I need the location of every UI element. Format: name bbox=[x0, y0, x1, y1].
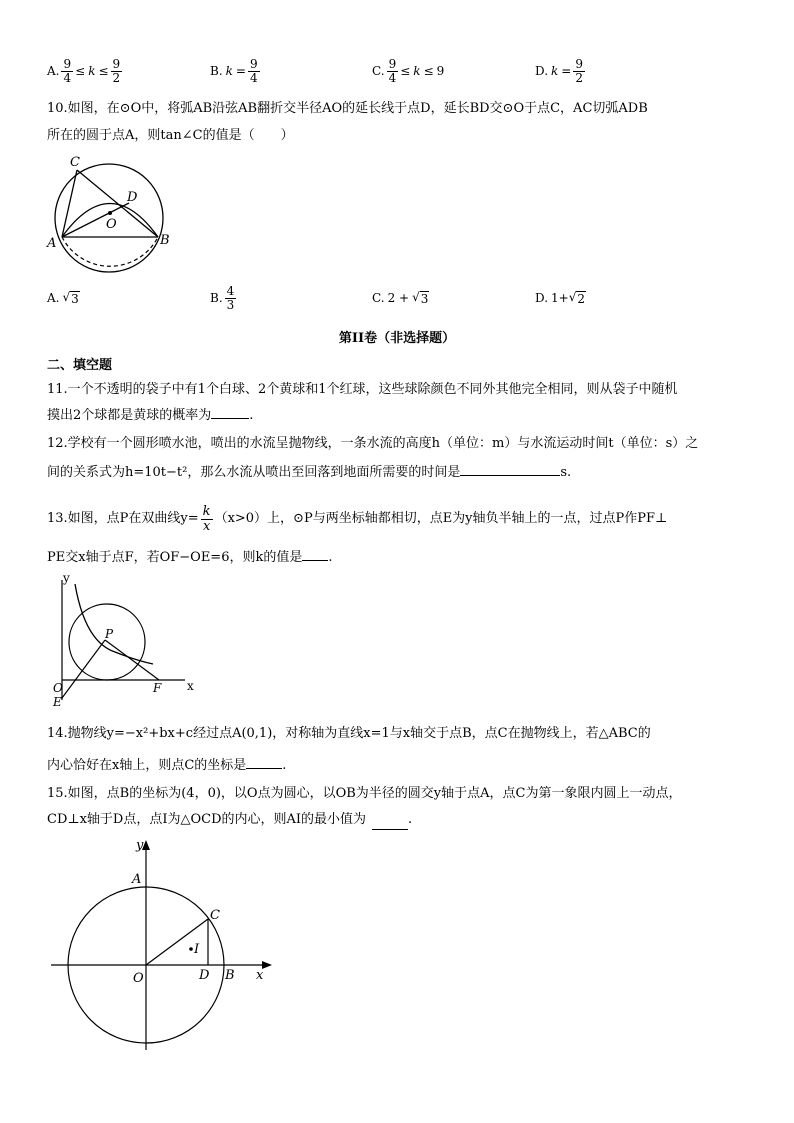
relation: ≤ bbox=[98, 64, 109, 78]
relation: = bbox=[561, 64, 572, 78]
q11-line2 bbox=[47, 407, 253, 425]
section-subtitle: 二、填空题 bbox=[47, 358, 113, 373]
relation: ≤ bbox=[75, 64, 86, 78]
q15-text: CD⊥x轴于D点，点I为△OCD的内心，则AI的最小值为 bbox=[47, 812, 367, 827]
numerator: 9 bbox=[575, 56, 583, 71]
answer-blank bbox=[302, 560, 328, 561]
variable: k bbox=[551, 64, 559, 78]
q14-line1: 14.抛物线y=−x²+bx+c经过点A(0,1)，对称轴为直线x=1与x轴交于点B，点C在抛物线上，若△ABC的 bbox=[47, 726, 651, 741]
denominator: x bbox=[202, 518, 211, 534]
q13-text-post: （x>0）上，⊙P与两坐标轴都相切，点E为y轴负半轴上的一点，过点P作PF⊥ bbox=[214, 511, 668, 526]
option-label: C. bbox=[372, 291, 385, 305]
option-label: D. bbox=[535, 291, 549, 305]
q11-text: 摸出2个球都是黄球的概率为 bbox=[47, 408, 212, 423]
section-title: 第II卷（非选择题） bbox=[338, 331, 456, 346]
label-x: x bbox=[187, 679, 194, 693]
option-label: A. bbox=[47, 64, 60, 78]
relation: = bbox=[235, 64, 246, 78]
prefix: 2 + bbox=[387, 291, 410, 305]
label-f: F bbox=[153, 681, 162, 695]
denominator: 4 bbox=[63, 70, 72, 85]
q10-option-b bbox=[210, 278, 238, 318]
label-b: B bbox=[160, 233, 170, 248]
variable: k bbox=[413, 64, 421, 78]
radicand: 3 bbox=[71, 292, 79, 306]
label-b: B bbox=[225, 968, 235, 983]
q9-option-d bbox=[535, 50, 587, 92]
denominator: 2 bbox=[575, 70, 583, 85]
option-label: B. bbox=[210, 291, 223, 305]
sqrt: √ 3 bbox=[412, 290, 429, 306]
answer-blank bbox=[460, 475, 560, 476]
denominator: 4 bbox=[249, 70, 258, 85]
fraction bbox=[111, 58, 123, 84]
q10-option-d bbox=[535, 280, 586, 316]
fraction bbox=[248, 58, 260, 84]
q9-option-c bbox=[372, 50, 444, 92]
numerator: 9 bbox=[63, 56, 72, 71]
label-x: x bbox=[256, 968, 264, 983]
answer-blank bbox=[372, 811, 408, 830]
q11-line1: 11.一个不透明的袋子中有1个白球、2个黄球和1个红球，这些球除颜色不同外其他完全相同，则从袋子中随机 bbox=[47, 382, 678, 397]
label-o: O bbox=[106, 217, 117, 232]
option-label: D. bbox=[535, 64, 549, 78]
fraction bbox=[201, 505, 213, 533]
label-a: A bbox=[47, 236, 57, 251]
radicand: 3 bbox=[420, 292, 429, 306]
numerator: 4 bbox=[226, 283, 235, 298]
q13-text: 13.如图，点P在双曲线y= bbox=[47, 511, 199, 526]
center-dot bbox=[108, 211, 112, 215]
value: 9 bbox=[436, 64, 445, 78]
denominator: 2 bbox=[112, 70, 121, 85]
segment-pe bbox=[62, 640, 105, 698]
option-label: A. bbox=[47, 291, 60, 305]
q14-end: . bbox=[282, 758, 287, 773]
radicand: 2 bbox=[577, 292, 586, 306]
denominator: 3 bbox=[226, 297, 235, 312]
label-o: O bbox=[133, 971, 144, 986]
label-e: E bbox=[53, 695, 62, 709]
fraction bbox=[387, 58, 399, 84]
numerator: 9 bbox=[249, 56, 258, 71]
q12-line1: 12.学校有一个圆形喷水池，喷出的水流呈抛物线，一条水流的高度h（单位：m）与水流运动时间t（单位：s）之 bbox=[47, 436, 699, 451]
label-a: A bbox=[132, 872, 142, 887]
variable: k bbox=[225, 64, 233, 78]
answer-blank bbox=[246, 768, 282, 769]
option-label: C. bbox=[372, 64, 385, 78]
segment-pf bbox=[105, 640, 159, 680]
fraction bbox=[573, 58, 585, 84]
q10-option-c bbox=[372, 280, 429, 316]
label-p: P bbox=[105, 627, 114, 641]
q15-figure bbox=[48, 835, 278, 1055]
label-d: D bbox=[199, 968, 210, 983]
sqrt: √ 2 bbox=[568, 290, 586, 306]
variable: k bbox=[88, 64, 96, 78]
label-y: y bbox=[136, 838, 144, 853]
numerator: 9 bbox=[112, 56, 121, 71]
q13-figure bbox=[45, 572, 205, 710]
q13-line1 bbox=[47, 502, 667, 536]
fraction bbox=[225, 285, 237, 311]
numerator: 9 bbox=[388, 56, 397, 71]
q10-line1: 10.如图，在⊙O中，将弧AB沿弦AB翻折交半径AO的延长线于点D，延长BD交⊙O于点C，AC切弧ADB bbox=[47, 101, 648, 116]
q15-end: . bbox=[408, 812, 413, 827]
label-i: I bbox=[194, 942, 200, 957]
denominator: 4 bbox=[388, 70, 397, 85]
segment-cb bbox=[77, 170, 158, 237]
q11-end: . bbox=[249, 408, 254, 423]
x-axis-arrow bbox=[262, 961, 272, 969]
answer-blank bbox=[211, 418, 249, 419]
prefix: 1+ bbox=[551, 291, 569, 305]
relation: ≤ bbox=[400, 64, 411, 78]
q13-line2 bbox=[47, 549, 333, 567]
q14-line2 bbox=[47, 757, 286, 775]
q12-end: s. bbox=[560, 465, 572, 480]
option-label: B. bbox=[210, 64, 223, 78]
q15-line2 bbox=[47, 811, 412, 830]
q9-option-a bbox=[47, 50, 124, 92]
relation: ≤ bbox=[423, 64, 434, 78]
q12-text: 间的关系式为h=10t−t²，那么水流从喷出至回落到地面所需要的时间是 bbox=[47, 465, 461, 480]
q14-text: 内心恰好在x轴上，则点C的坐标是 bbox=[47, 758, 247, 773]
label-c: C bbox=[70, 155, 80, 170]
segment-ad bbox=[62, 203, 129, 237]
q10-option-a bbox=[47, 280, 80, 316]
q10-line2: 所在的圆于点A，则tan∠C的值是（ ） bbox=[47, 128, 294, 143]
numerator: k bbox=[202, 503, 211, 519]
label-d: D bbox=[127, 190, 138, 205]
sqrt: √ 3 bbox=[62, 290, 79, 306]
q9-option-b bbox=[210, 50, 262, 92]
fraction bbox=[61, 58, 73, 84]
q12-line2 bbox=[47, 464, 571, 482]
label-o: O bbox=[53, 681, 63, 695]
label-y: y bbox=[63, 572, 70, 585]
label-c: C bbox=[210, 908, 220, 923]
hyperbola bbox=[75, 584, 153, 664]
q13-text: PE交x轴于点F，若OF−OE=6，则k的值是 bbox=[47, 550, 303, 565]
q13-end: . bbox=[328, 550, 333, 565]
point-i bbox=[189, 947, 193, 951]
q10-figure bbox=[40, 150, 190, 275]
q15-line1: 15.如图，点B的坐标为(4，0)，以O点为圆心，以OB为半径的圆交y轴于点A，点C为第一象限内圆上一动点， bbox=[47, 786, 682, 801]
dashed-arc bbox=[62, 237, 158, 266]
